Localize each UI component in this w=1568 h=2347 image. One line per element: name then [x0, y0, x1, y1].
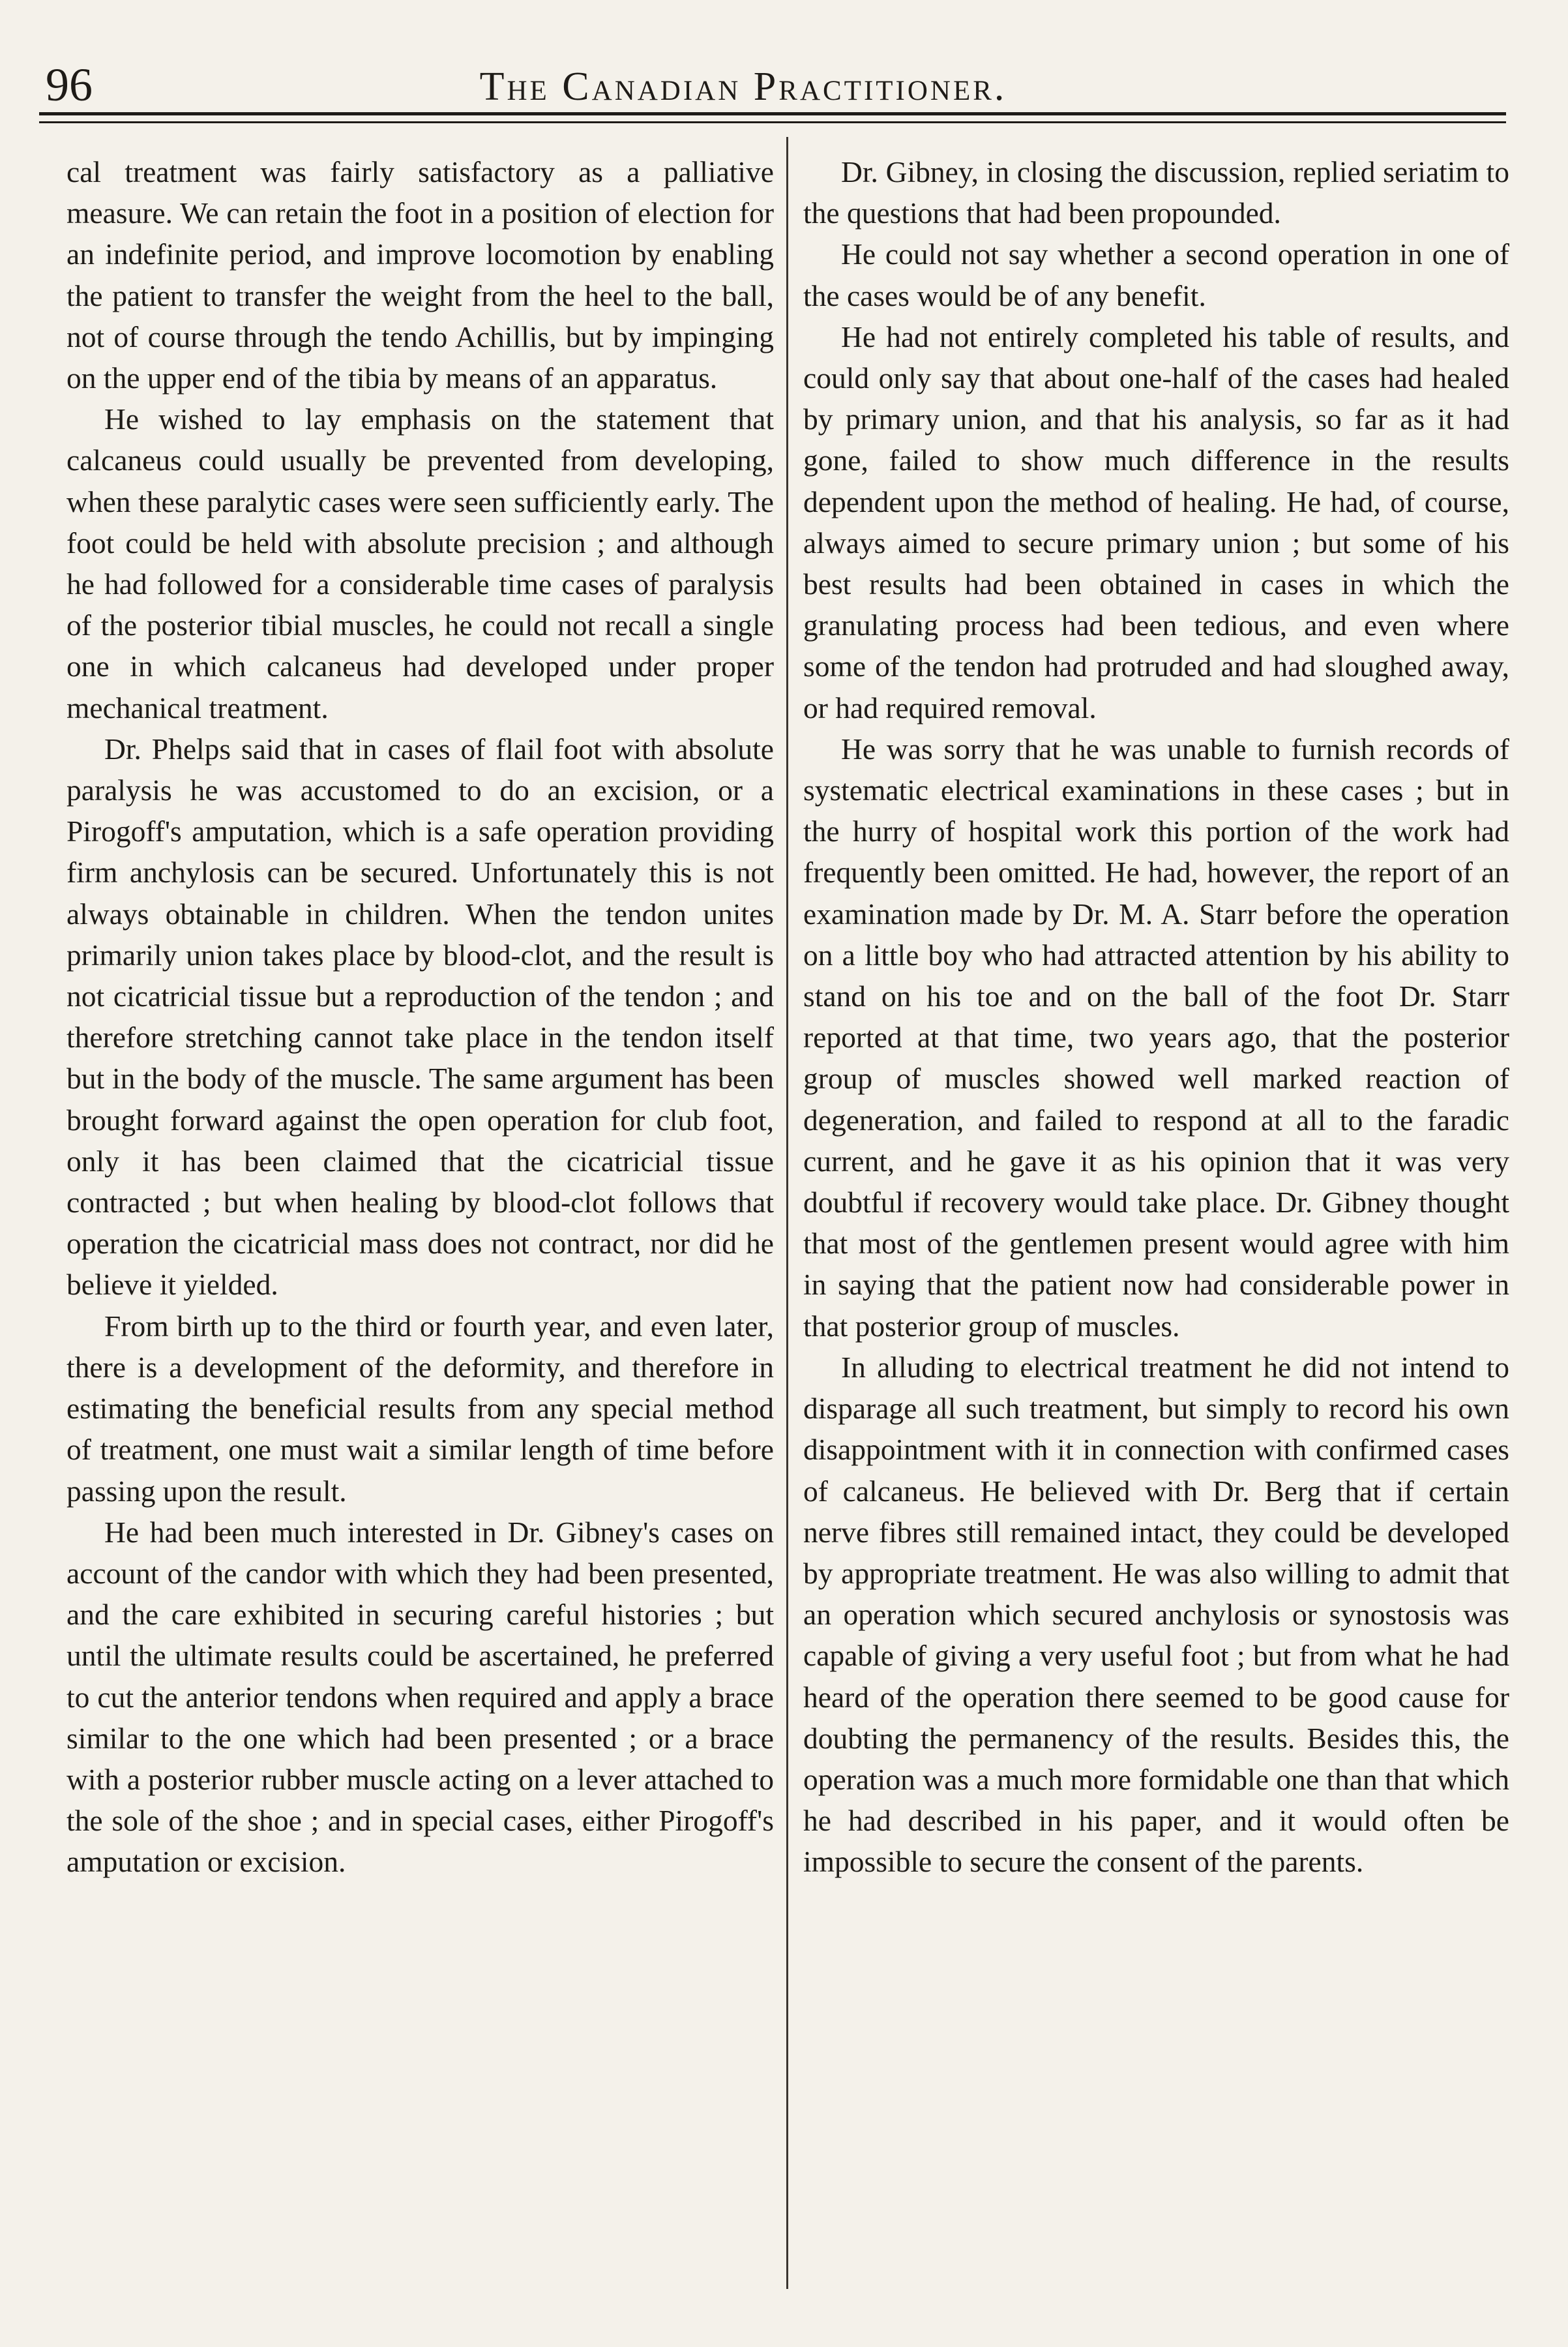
- journal-title: The Canadian Practitioner.: [479, 65, 1007, 109]
- paragraph: He could not say whether a second operation in one of the cases would be of any benefit.: [803, 237, 1509, 312]
- paragraph: cal treatment was fairly satisfactory as a palliative measure. We can retain the foot in a position of election for an indefinite period, and improve locomotion by enabling the patient to transfer the weight from the heel to the ball, not of course through the tendo Achillis, but by impinging on the upper end of the tibia by means of an apparatus.: [67, 155, 774, 395]
- page-header: [46, 34, 1441, 111]
- paragraph: He had been much interested in Dr. Gibney's cases on account of the candor with which they had been presented, and the care exhibited in securing careful histories ; but until the ultimate results could be ascertained, he preferred to cut the anterior tendons when required and apply a brace similar to the one which had been presented ; or a brace with a posterior rubber muscle acting on a lever attached to the sole of the shoe ; and in special cases, either Pirogoff's amputation or excision.: [67, 1515, 774, 1879]
- left-column: [67, 151, 774, 1883]
- right-column: [803, 151, 1509, 1883]
- header-rule-thin: [39, 121, 1506, 123]
- paragraph: He was sorry that he was unable to furnish records of systematic electrical examinations in these cases ; but in the hurry of hospital work this portion of the work had frequently been omitted. He had, however, the report of an examination made by Dr. M. A. Starr before the operation on a little boy who had attracted attention by his ability to stand on his toe and on the ball of the foot Dr. Starr reported at that time, two years ago, that the posterior group of muscles showed well marked reaction of degeneration, and failed to respond at all to the faradic current, and he gave it as his opinion that it was very doubtful if recovery would take place. Dr. Gibney thought that most of the gentlemen present would agree with him in saying that the patient now had considerable power in that posterior group of muscles.: [803, 732, 1509, 1343]
- page-number: 96: [46, 59, 93, 111]
- column-divider: [786, 137, 788, 2289]
- paragraph: He wished to lay emphasis on the statement that calcaneus could usually be prevented from developing, when these paralytic cases were seen sufficiently early. The foot could be held with absolute precision ; and although he had followed for a considerable time cases of paralysis of the posterior tibial muscles, he could not recall a single one in which calcaneus had developed under proper mechanical treatment.: [67, 402, 774, 725]
- paragraph: He had not entirely completed his table of results, and could only say that about one-half of the cases had healed by primary union, and that his analysis, so far as it had gone, failed to show much difference in the results dependent upon the method of healing. He had, of course, always aimed to secure primary union ; but some of his best results had been obtained in cases in which the granulating process had been tedious, and even where some of the tendon had protruded and had sloughed away, or had required removal.: [803, 320, 1509, 725]
- paragraph: From birth up to the third or fourth year, and even later, there is a development of the deformity, and therefore in estimating the beneficial results from any special method of treatment, one must wait a similar length of time before passing upon the result.: [67, 1309, 774, 1508]
- paragraph: Dr. Phelps said that in cases of flail foot with absolute paralysis he was accustomed to do an excision, or a Pirogoff's amputation, which is a safe operation providing firm anchylosis can be secured. Unfortunately this is not always obtainable in children. When the tendon unites primarily union takes place by blood-clot, and the result is not cicatricial tissue but a reproduction of the tendon ; and therefore stretching cannot take place in the tendon itself but in the body of the muscle. The same argument has been brought forward against the open operation for club foot, only it has been claimed that the cicatricial tissue contracted ; but when healing by blood-clot follows that operation the cicatricial mass does not contract, nor did he believe it yielded.: [67, 732, 774, 1302]
- header-rule-thick: [39, 112, 1506, 115]
- paragraph: In alluding to electrical treatment he did not intend to disparage all such treatment, but simply to record his own disappointment with it in connection with confirmed cases of calcaneus. He believed with Dr. Berg that if certain nerve fibres still remained intact, they could be developed by appropriate treatment. He was also willing to admit that an operation which secured anchylosis or synostosis was capable of giving a very useful foot ; but from what he had heard of the operation there seemed to be good cause for doubting the permanency of the results. Besides this, the operation was a much more formidable one than that which he had described in his paper, and it would often be impossible to secure the consent of the parents.: [803, 1350, 1509, 1879]
- paragraph: Dr. Gibney, in closing the discussion, replied seriatim to the questions that had been propounded.: [803, 155, 1509, 230]
